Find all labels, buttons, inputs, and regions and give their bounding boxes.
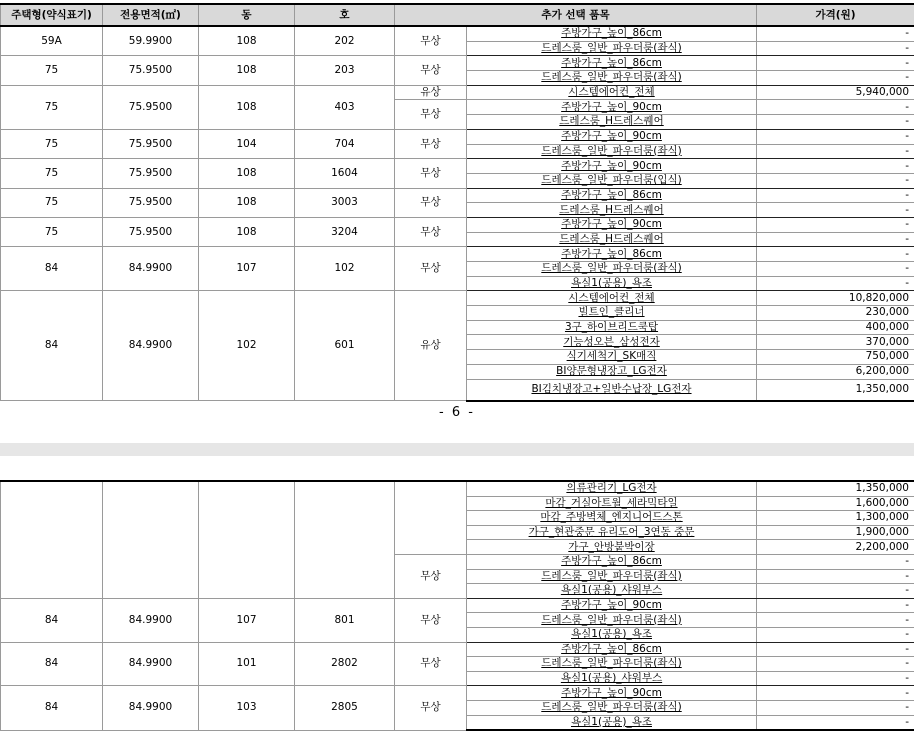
unit-type: 84 [1,291,103,401]
option-price: - [757,262,914,277]
unit-dong: 103 [199,686,295,730]
option-item: 주방가구_높이_86cm [467,56,757,71]
option-price: - [757,554,914,569]
unit-area: 84.9900 [103,686,199,730]
unit-area: 59.9900 [103,26,199,56]
option-price: 750,000 [757,350,914,365]
option-item: 주방가구_높이_90cm [467,129,757,144]
unit-area: 75.9500 [103,159,199,188]
option-kind: 무상 [395,642,467,686]
option-kind: 무상 [395,26,467,56]
unit-type: 75 [1,217,103,246]
unit-dong: 108 [199,188,295,217]
option-item: 주방가구_높이_90cm [467,598,757,613]
option-item: 주방가구_높이_90cm [467,159,757,174]
option-price: - [757,217,914,232]
option-item: 드레스룸_일반_파우더룸(좌식) [467,657,757,672]
option-item: 3구_하이브리드쿡탑 [467,320,757,335]
unit-dong [199,481,295,598]
option-item: 드레스룸_일반_파우더룸(좌식) [467,144,757,159]
header-dong: 동 [199,4,295,26]
unit-ho: 202 [295,26,395,56]
unit-type: 75 [1,85,103,129]
unit-type: 84 [1,598,103,642]
table-row [1,56,914,71]
option-price: - [757,657,914,672]
option-kind: 무상 [395,188,467,217]
option-item: 드레스룸_일반_파우더룸(입식) [467,173,757,188]
option-item: 욕실1(공용)_욕조 [467,627,757,642]
option-item: 드레스룸_H드레스퀘어 [467,203,757,218]
option-item: 마감_주방벽체_엔지니어드스톤 [467,511,757,526]
option-price: - [757,700,914,715]
unit-area: 75.9500 [103,129,199,158]
option-kind: 무상 [395,554,467,598]
unit-area: 84.9900 [103,247,199,291]
unit-area: 84.9900 [103,598,199,642]
unit-dong: 102 [199,291,295,401]
option-price: - [757,100,914,115]
table-row [1,129,914,144]
table-row [1,247,914,262]
option-item: 드레스룸_H드레스퀘어 [467,115,757,130]
option-price: - [757,188,914,203]
header-type: 주택형(약식표기) [1,4,103,26]
unit-ho: 3204 [295,217,395,246]
option-item: 빌트인_클리너 [467,306,757,321]
option-price: - [757,232,914,247]
unit-ho [295,481,395,598]
option-kind: 무상 [395,56,467,85]
unit-area: 75.9500 [103,85,199,129]
table-row [1,217,914,232]
unit-type: 59A [1,26,103,56]
option-price: 1,900,000 [757,525,914,540]
unit-area: 75.9500 [103,188,199,217]
option-item: 드레스룸_일반_파우더룸(좌식) [467,41,757,56]
header-options: 추가 선택 품목 [395,4,757,26]
unit-type: 75 [1,56,103,85]
option-item: 주방가구_높이_86cm [467,642,757,657]
unit-area: 84.9900 [103,642,199,686]
option-item: 주방가구_높이_90cm [467,686,757,701]
option-item: BI양문형냉장고_LG전자 [467,364,757,379]
option-item: 드레스룸_일반_파우더룸(좌식) [467,569,757,584]
unit-area: 75.9500 [103,56,199,85]
unit-area: 84.9900 [103,291,199,401]
unit-ho: 1604 [295,159,395,188]
header-row [1,4,914,26]
table-row [1,598,914,613]
unit-ho: 102 [295,247,395,291]
option-item: 주방가구_높이_86cm [467,26,757,41]
option-item: 드레스룸_일반_파우더룸(좌식) [467,613,757,628]
header-price: 가격(원) [757,4,914,26]
table-row [1,85,914,100]
unit-dong: 108 [199,56,295,85]
option-price: - [757,159,914,174]
option-price: 1,350,000 [757,379,914,401]
unit-dong: 108 [199,85,295,129]
unit-dong: 108 [199,159,295,188]
unit-type: 84 [1,247,103,291]
option-price: - [757,144,914,159]
option-item: 주방가구_높이_86cm [467,554,757,569]
unit-ho: 203 [295,56,395,85]
option-item: 욕실1(공용)_샤워부스 [467,584,757,599]
option-kind: 무상 [395,598,467,642]
unit-type: 75 [1,188,103,217]
option-price: - [757,584,914,599]
option-price: 400,000 [757,320,914,335]
unit-dong: 104 [199,129,295,158]
unit-ho: 3003 [295,188,395,217]
option-price: - [757,598,914,613]
option-item: 가구_현관중문 유리도어_3연동 중문 [467,525,757,540]
option-item: 욕실1(공용)_욕조 [467,276,757,291]
unit-ho: 704 [295,129,395,158]
option-item: 기능성오븐_삼성전자 [467,335,757,350]
option-item: 시스템에어컨_전체 [467,291,757,306]
option-price: 6,200,000 [757,364,914,379]
option-item: 드레스룸_일반_파우더룸(좌식) [467,700,757,715]
option-price: - [757,173,914,188]
options-table-page2 [0,480,914,731]
option-price: 10,820,000 [757,291,914,306]
option-kind: 무상 [395,159,467,188]
option-item: 주방가구_높이_90cm [467,100,757,115]
unit-type: 84 [1,686,103,730]
option-price: - [757,41,914,56]
table-row [1,686,914,701]
option-price: - [757,569,914,584]
table-row [1,481,914,496]
option-price: - [757,276,914,291]
option-price: 370,000 [757,335,914,350]
unit-type [1,481,103,598]
unit-area [103,481,199,598]
table-row [1,26,914,41]
option-item: 드레스룸_일반_파우더룸(좌식) [467,262,757,277]
unit-ho: 403 [295,85,395,129]
option-price: 1,350,000 [757,481,914,496]
unit-dong: 108 [199,217,295,246]
option-kind: 무상 [395,100,467,129]
option-kind: 무상 [395,247,467,291]
option-price: - [757,686,914,701]
unit-ho: 601 [295,291,395,401]
option-price: - [757,71,914,86]
table-row [1,291,914,306]
option-price: - [757,715,914,730]
option-item: 욕실1(공용)_샤워부스 [467,671,757,686]
option-price: - [757,642,914,657]
header-ho: 호 [295,4,395,26]
option-price: - [757,115,914,130]
option-kind: 무상 [395,686,467,730]
option-kind: 무상 [395,217,467,246]
option-kind: 유상 [395,85,467,100]
page-break [0,443,914,456]
option-price: 1,600,000 [757,496,914,511]
option-item: 주방가구_높이_86cm [467,247,757,262]
page-number: - 6 - [0,405,914,420]
option-price: - [757,613,914,628]
unit-ho: 2805 [295,686,395,730]
option-price: 230,000 [757,306,914,321]
option-kind [395,481,467,554]
option-item: 주방가구_높이_90cm [467,217,757,232]
unit-ho: 801 [295,598,395,642]
option-item: 의류관리기_LG전자 [467,481,757,496]
unit-dong: 107 [199,598,295,642]
unit-dong: 107 [199,247,295,291]
option-item: 욕실1(공용)_욕조 [467,715,757,730]
options-table-page1 [0,3,914,402]
table-row [1,642,914,657]
table-row [1,188,914,203]
option-price: 2,200,000 [757,540,914,555]
option-price: - [757,26,914,41]
option-item: 식기세척기_SK매직 [467,350,757,365]
option-price: - [757,627,914,642]
option-price: - [757,56,914,71]
option-price: 1,300,000 [757,511,914,526]
unit-dong: 101 [199,642,295,686]
option-price: 5,940,000 [757,85,914,100]
unit-ho: 2802 [295,642,395,686]
option-kind: 무상 [395,129,467,158]
unit-area: 75.9500 [103,217,199,246]
option-price: - [757,671,914,686]
option-item: 주방가구_높이_86cm [467,188,757,203]
unit-type: 75 [1,129,103,158]
unit-type: 84 [1,642,103,686]
unit-dong: 108 [199,26,295,56]
option-price: - [757,129,914,144]
option-item: 드레스룸_일반_파우더룸(좌식) [467,71,757,86]
unit-type: 75 [1,159,103,188]
option-price: - [757,203,914,218]
option-item: 드레스룸_H드레스퀘어 [467,232,757,247]
table-row [1,159,914,174]
option-item: 가구_안방붙박이장 [467,540,757,555]
option-item: BI김치냉장고+일반수납장_LG전자 [467,379,757,401]
header-area: 전용면적(㎡) [103,4,199,26]
option-item: 시스템에어컨_전체 [467,85,757,100]
option-item: 마감_거실아트월_세라믹타일 [467,496,757,511]
option-price: - [757,247,914,262]
option-kind: 유상 [395,291,467,401]
